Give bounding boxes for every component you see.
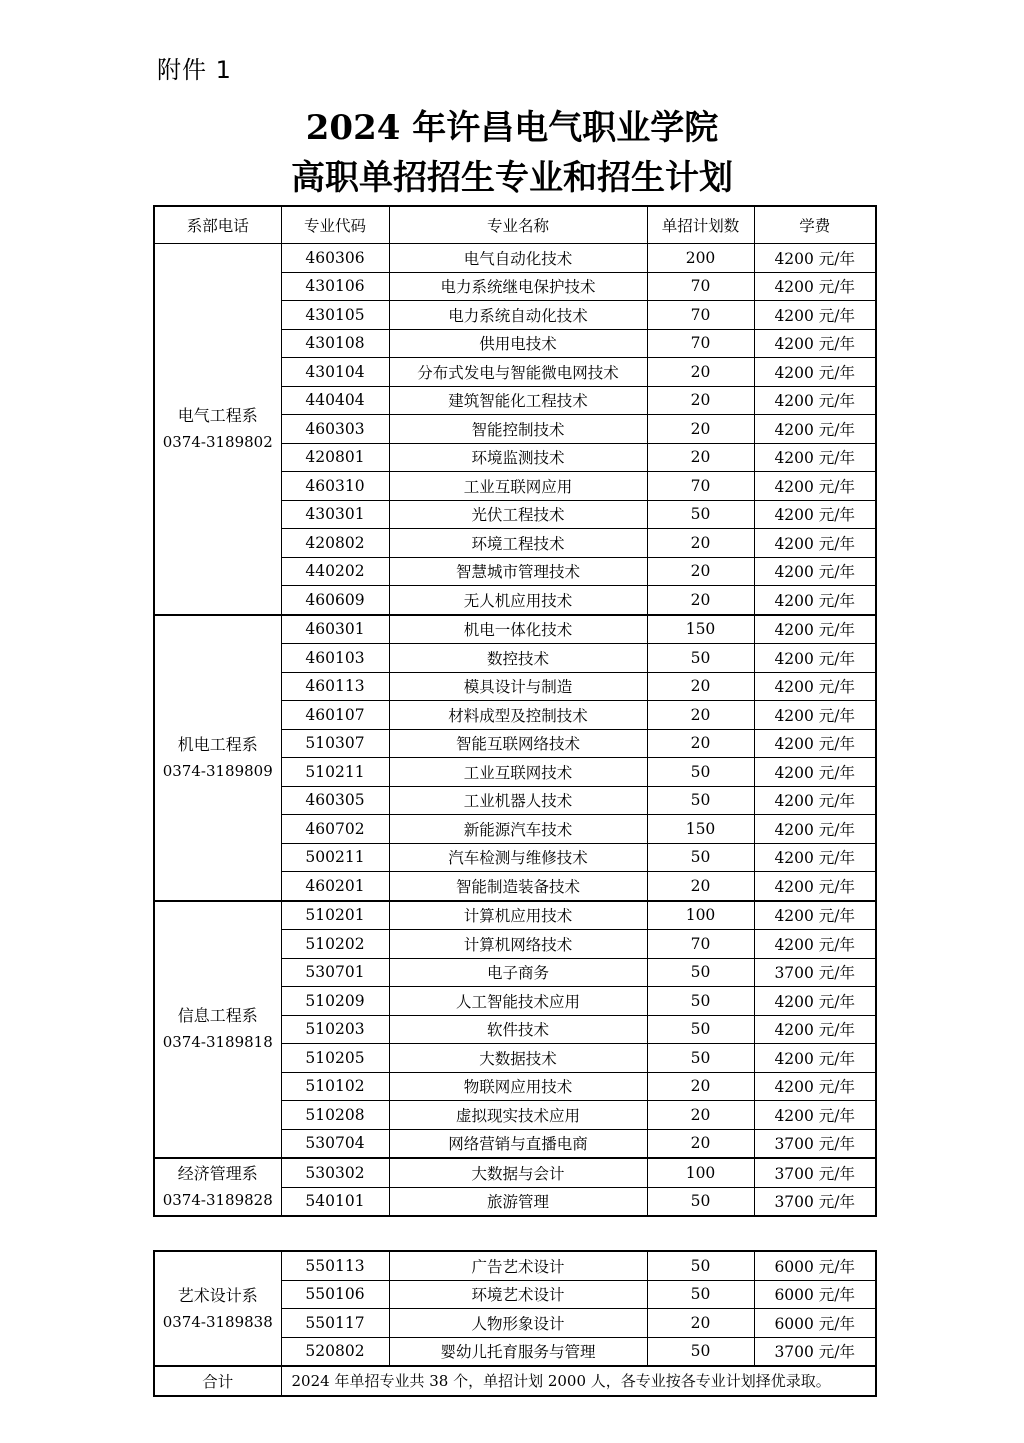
tuition-fee: 3700 元/年: [754, 958, 876, 987]
major-name: 智能控制技术: [389, 415, 647, 444]
major-code: 530704: [281, 1129, 389, 1158]
tuition-fee: 4200 元/年: [754, 672, 876, 701]
major-code: 460113: [281, 672, 389, 701]
plan-count: 20: [647, 701, 754, 730]
tuition-fee: 4200 元/年: [754, 586, 876, 615]
department-phone: 0374-3189828: [162, 1191, 273, 1209]
plan-count: 100: [647, 901, 754, 930]
tuition-fee: 4200 元/年: [754, 1015, 876, 1044]
major-code: 550113: [281, 1251, 389, 1280]
major-code: 510208: [281, 1101, 389, 1130]
major-name: 电力系统继电保护技术: [389, 272, 647, 301]
plan-count: 20: [647, 1072, 754, 1101]
major-code: 460103: [281, 644, 389, 673]
tuition-fee: 4200 元/年: [754, 1101, 876, 1130]
plan-count: 50: [647, 1337, 754, 1366]
major-code: 500211: [281, 843, 389, 872]
department-phone: 0374-3189802: [162, 432, 273, 451]
major-name: 旅游管理: [389, 1187, 647, 1216]
tuition-fee: 3700 元/年: [754, 1187, 876, 1216]
major-name: 人物形象设计: [389, 1309, 647, 1338]
tuition-fee: 4200 元/年: [754, 930, 876, 959]
plan-count: 50: [647, 758, 754, 787]
tuition-fee: 4200 元/年: [754, 729, 876, 758]
major-code: 460310: [281, 472, 389, 501]
department-name: 信息工程系: [177, 1006, 258, 1026]
plan-count: 20: [647, 1101, 754, 1130]
major-code: 460301: [281, 615, 389, 644]
tuition-fee: 4200 元/年: [754, 758, 876, 787]
major-name: 模具设计与制造: [389, 672, 647, 701]
major-name: 环境工程技术: [389, 529, 647, 558]
major-code: 460305: [281, 786, 389, 815]
major-name: 智能互联网络技术: [389, 729, 647, 758]
major-code: 430105: [281, 301, 389, 330]
major-code: 510211: [281, 758, 389, 787]
tuition-fee: 4200 元/年: [754, 843, 876, 872]
major-code: 420802: [281, 529, 389, 558]
major-code: 520802: [281, 1337, 389, 1366]
department-cell: [154, 1158, 281, 1216]
major-code: 540101: [281, 1187, 389, 1216]
major-code: 460306: [281, 244, 389, 273]
major-name: 分布式发电与智能微电网技术: [389, 358, 647, 387]
major-code: 510201: [281, 901, 389, 930]
department-name: 电气工程系: [177, 405, 258, 425]
header-code: 专业代码: [281, 206, 389, 244]
plan-count: 70: [647, 930, 754, 959]
major-name: 计算机应用技术: [389, 901, 647, 930]
major-code: 550106: [281, 1280, 389, 1309]
department-phone: 0374-3189838: [162, 1312, 273, 1331]
major-code: 460107: [281, 701, 389, 730]
major-name: 电气自动化技术: [389, 244, 647, 273]
tuition-fee: 4200 元/年: [754, 872, 876, 901]
tuition-fee: 6000 元/年: [754, 1280, 876, 1309]
tuition-fee: 6000 元/年: [754, 1309, 876, 1338]
major-name: 软件技术: [389, 1015, 647, 1044]
plan-count: 200: [647, 244, 754, 273]
major-code: 510205: [281, 1044, 389, 1073]
tuition-fee: 6000 元/年: [754, 1251, 876, 1280]
total-row: [154, 1366, 876, 1396]
tuition-fee: 4200 元/年: [754, 443, 876, 472]
tuition-fee: 4200 元/年: [754, 301, 876, 330]
major-name: 机电一体化技术: [389, 615, 647, 644]
department-name: 机电工程系: [177, 734, 258, 754]
tuition-fee: 4200 元/年: [754, 329, 876, 358]
plan-count: 70: [647, 329, 754, 358]
major-name: 智慧城市管理技术: [389, 557, 647, 586]
major-name: 工业机器人技术: [389, 786, 647, 815]
major-name: 婴幼儿托育服务与管理: [389, 1337, 647, 1366]
department-cell: [154, 1251, 281, 1366]
major-code: 430106: [281, 272, 389, 301]
plan-count: 50: [647, 1280, 754, 1309]
major-code: 510307: [281, 729, 389, 758]
table-row: [154, 901, 876, 930]
tuition-fee: 4200 元/年: [754, 472, 876, 501]
plan-count: 150: [647, 815, 754, 844]
major-name: 电子商务: [389, 958, 647, 987]
major-code: 420801: [281, 443, 389, 472]
major-name: 光伏工程技术: [389, 500, 647, 529]
tuition-fee: 4200 元/年: [754, 500, 876, 529]
plan-count: 20: [647, 586, 754, 615]
plan-count: 20: [647, 1309, 754, 1338]
major-name: 环境监测技术: [389, 443, 647, 472]
tuition-fee: 4200 元/年: [754, 358, 876, 387]
major-name: 供用电技术: [389, 329, 647, 358]
major-code: 460303: [281, 415, 389, 444]
plan-count: 50: [647, 786, 754, 815]
plan-count: 50: [647, 644, 754, 673]
plan-count: 50: [647, 987, 754, 1016]
tuition-fee: 4200 元/年: [754, 644, 876, 673]
plan-count: 20: [647, 529, 754, 558]
major-code: 460201: [281, 872, 389, 901]
header-major-name: 专业名称: [389, 206, 647, 244]
plan-count: 20: [647, 672, 754, 701]
tuition-fee: 4200 元/年: [754, 1072, 876, 1101]
major-code: 550117: [281, 1309, 389, 1338]
table-row: [154, 615, 876, 644]
total-note: 2024 年单招专业共 38 个，单招计划 2000 人，各专业按各专业计划择优录取。: [281, 1366, 876, 1396]
major-name: 无人机应用技术: [389, 586, 647, 615]
plan-count: 50: [647, 1251, 754, 1280]
header-plan: 单招计划数: [647, 206, 754, 244]
table-row: [154, 1158, 876, 1187]
major-code: 510209: [281, 987, 389, 1016]
header-fee: 学费: [754, 206, 876, 244]
department-phone: 0374-3189818: [162, 1033, 273, 1052]
department-name: 艺术设计系: [177, 1285, 258, 1305]
enrollment-plan-table: [153, 205, 877, 1217]
tuition-fee: 4200 元/年: [754, 386, 876, 415]
major-code: 530302: [281, 1158, 389, 1187]
tuition-fee: 4200 元/年: [754, 557, 876, 586]
tuition-fee: 4200 元/年: [754, 529, 876, 558]
major-name: 物联网应用技术: [389, 1072, 647, 1101]
plan-count: 20: [647, 358, 754, 387]
major-name: 电力系统自动化技术: [389, 301, 647, 330]
plan-count: 20: [647, 443, 754, 472]
tuition-fee: 4200 元/年: [754, 786, 876, 815]
page-title-line2: 高职单招招生专业和招生计划: [291, 158, 733, 198]
major-code: 440202: [281, 557, 389, 586]
tuition-fee: 4200 元/年: [754, 272, 876, 301]
plan-count: 50: [647, 1015, 754, 1044]
major-code: 430104: [281, 358, 389, 387]
plan-count: 70: [647, 272, 754, 301]
tuition-fee: 4200 元/年: [754, 901, 876, 930]
plan-count: 20: [647, 729, 754, 758]
attachment-label: 附件 1: [157, 56, 232, 84]
tuition-fee: 4200 元/年: [754, 987, 876, 1016]
major-name: 网络营销与直播电商: [389, 1129, 647, 1158]
major-name: 广告艺术设计: [389, 1251, 647, 1280]
major-code: 460609: [281, 586, 389, 615]
page-title-line1: 2024 年许昌电气职业学院: [305, 108, 719, 148]
plan-count: 20: [647, 415, 754, 444]
plan-count: 20: [647, 386, 754, 415]
plan-count: 50: [647, 843, 754, 872]
major-name: 建筑智能化工程技术: [389, 386, 647, 415]
major-name: 新能源汽车技术: [389, 815, 647, 844]
tuition-fee: 3700 元/年: [754, 1158, 876, 1187]
tuition-fee: 4200 元/年: [754, 1044, 876, 1073]
tuition-fee: 4200 元/年: [754, 415, 876, 444]
tuition-fee: 4200 元/年: [754, 244, 876, 273]
major-name: 工业互联网应用: [389, 472, 647, 501]
plan-count: 50: [647, 1187, 754, 1216]
plan-count: 20: [647, 557, 754, 586]
department-name: 经济管理系: [177, 1164, 258, 1183]
major-name: 大数据与会计: [389, 1158, 647, 1187]
major-code: 440404: [281, 386, 389, 415]
plan-count: 20: [647, 872, 754, 901]
plan-count: 50: [647, 1044, 754, 1073]
plan-count: 50: [647, 500, 754, 529]
department-cell: [154, 901, 281, 1159]
total-label: 合计: [154, 1366, 281, 1396]
table-row: [154, 1251, 876, 1280]
table-row: [154, 244, 876, 273]
tuition-fee: 3700 元/年: [754, 1337, 876, 1366]
major-code: 460702: [281, 815, 389, 844]
plan-count: 70: [647, 301, 754, 330]
art-department-table: [153, 1250, 877, 1397]
plan-count: 20: [647, 1129, 754, 1158]
department-phone: 0374-3189809: [162, 761, 273, 780]
major-code: 510202: [281, 930, 389, 959]
table-header-row: [154, 206, 876, 244]
plan-count: 50: [647, 958, 754, 987]
major-name: 工业互联网技术: [389, 758, 647, 787]
plan-count: 70: [647, 472, 754, 501]
tuition-fee: 4200 元/年: [754, 701, 876, 730]
major-code: 430301: [281, 500, 389, 529]
header-department: 系部电话: [154, 206, 281, 244]
major-name: 虚拟现实技术应用: [389, 1101, 647, 1130]
major-code: 510102: [281, 1072, 389, 1101]
department-cell: [154, 244, 281, 615]
tuition-fee: 4200 元/年: [754, 815, 876, 844]
tuition-fee: 3700 元/年: [754, 1129, 876, 1158]
major-code: 530701: [281, 958, 389, 987]
major-name: 计算机网络技术: [389, 930, 647, 959]
major-name: 汽车检测与维修技术: [389, 843, 647, 872]
major-name: 材料成型及控制技术: [389, 701, 647, 730]
major-code: 430108: [281, 329, 389, 358]
plan-count: 100: [647, 1158, 754, 1187]
major-name: 环境艺术设计: [389, 1280, 647, 1309]
tuition-fee: 4200 元/年: [754, 615, 876, 644]
major-name: 大数据技术: [389, 1044, 647, 1073]
plan-count: 150: [647, 615, 754, 644]
major-name: 智能制造装备技术: [389, 872, 647, 901]
major-name: 人工智能技术应用: [389, 987, 647, 1016]
major-code: 510203: [281, 1015, 389, 1044]
major-name: 数控技术: [389, 644, 647, 673]
department-cell: [154, 615, 281, 901]
